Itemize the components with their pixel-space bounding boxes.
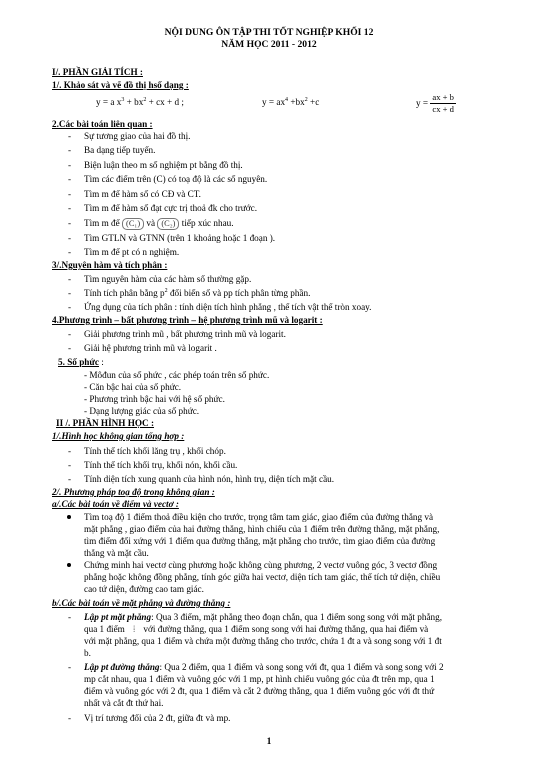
geometry-section2-heading: 2/. Phương pháp toạ độ trong không gian : (52, 487, 215, 497)
list-item-line: mp cắt nhau, qua 1 điểm và vuông góc với 1 mp, pt hình chiếu vuông góc của đt trên mp, qua 1 (84, 674, 435, 684)
list-item-line: mặt phẳng , giao điểm của hai đường thẳng, hình chiếu của 1 điểm trên đường thẳng, mặt phẳng, (84, 524, 440, 534)
list-dash: - (68, 713, 72, 723)
list-item: Ứng dụng của tích phân : tính diện tích hình phẳng , thể tích vật thể tròn xoay. (84, 302, 372, 312)
list-dash: - (68, 160, 72, 170)
school-year: NĂM HỌC 2011 - 2012 (221, 39, 317, 50)
list-item: Giải hệ phương trình mũ và logarit . (84, 343, 217, 353)
list-dash: - (68, 612, 72, 622)
list-item-line: thẳng và mặt cầu. (84, 548, 149, 558)
list-item: Tìm GTLN và GTNN (trên 1 khoảng hoặc 1 đoạn ). (84, 233, 276, 243)
list-item-line: cao tứ diện, đường cao tam giác. (84, 584, 204, 594)
list-item-line: Chứng minh hai vectơ cùng phương hoặc không cùng phương, 2 vectơ vuông góc, 3 vectơ đồng (84, 560, 438, 570)
list-dash: - (68, 247, 72, 257)
section2-heading: 2.Các bài toán liên quan : (52, 119, 153, 129)
subsection-b-heading: b/.Các bài toán về mặt phẳng và đường thẳng : (52, 598, 231, 608)
formula-rational: y = $\frac{ax + b}{cx + d}$ (416, 92, 454, 115)
list-item: Ba dạng tiếp tuyến. (84, 145, 156, 155)
subsection-a-heading: a/.Các bài toán về điểm và vectơ : (52, 499, 179, 509)
list-item: Tìm m để (C₁) và (C₂) tiếp xúc nhau. (84, 218, 234, 228)
curve-c2: (C₂) (157, 218, 179, 230)
list-item-line: b. (84, 648, 91, 658)
list-dash: - (68, 189, 72, 199)
list-dash: - (68, 145, 72, 155)
fraction: $\frac{ax + b}{cx + d}$ (432, 92, 454, 115)
bullet-icon (67, 515, 71, 519)
list-dash: - (68, 474, 72, 484)
list-dash: - (68, 203, 72, 213)
list-item-line: nhất và cắt đt thứ hai. (84, 698, 164, 708)
list-item: - Phương trình bậc hai với hệ số phức. (84, 394, 225, 404)
list-dash: - (68, 288, 72, 298)
list-dash: - (68, 302, 72, 312)
list-item: Tìm nguyên hàm của các hàm số thường gặp. (84, 274, 252, 284)
list-dash: - (68, 446, 72, 456)
page-number: 1 (266, 736, 272, 747)
list-item: Tính thể tích khối trụ, khối nón, khối cầu. (84, 460, 238, 470)
section5-heading: 5. Số phức : (58, 357, 104, 367)
curve-c1: (C₁) (122, 218, 144, 230)
list-item: Sự tương giao của hai đồ thị. (84, 131, 191, 141)
list-item-line: qua 1 điểm ⁞ với đường thẳng, qua 1 điểm song song với hai đường thẳng, qua hai điểm và (84, 624, 429, 634)
list-item: Tính tích phân bằng $p^2$ đổi biến số và pp tích phân từng phần. (84, 287, 311, 298)
list-item: Tìm m để pt có n nghiệm. (84, 247, 180, 257)
list-item: Tính diện tích xung quanh của hình nón, hình trụ, diện tích mặt cầu. (84, 474, 335, 484)
list-item: - Căn bậc hai của số phức. (84, 382, 182, 392)
list-item-line: phẳng hoặc không đồng phẳng, tính góc giữa hai vectơ, diện tích tam giác, thể tích tứ diện, chiều (84, 572, 441, 582)
list-item-line: Lập pt đường thẳng: Qua 2 điểm, qua 1 điểm và song song với đt, qua 1 điểm và song song với 2 (84, 662, 444, 672)
section1-heading: 1/. Khảo sát và vẽ đồ thị hsố dạng : (52, 80, 189, 90)
part1-heading: I/. PHẦN GIẢI TÍCH : (52, 67, 143, 77)
part2-heading: II /. PHẦN HÌNH HỌC : (56, 418, 155, 428)
list-item-line: Tìm toạ độ 1 điểm thoả điều kiện cho trước, trọng tâm tam giác, giao điểm của đường thẳng và (84, 512, 434, 522)
section4-heading: 4.Phương trình – bất phương trình – hệ phương trình mũ và logarit : (52, 315, 323, 325)
list-item: Biện luận theo m số nghiệm pt bằng đồ thị. (84, 160, 243, 170)
list-dash: - (68, 460, 72, 470)
formula-cubic: y = a $x^3 + bx^2$ + cx + d ; (96, 96, 184, 107)
list-dash: - (68, 662, 72, 672)
document-title: NỘI DUNG ÔN TẬP THI TỐT NGHIỆP KHỐI 12 (164, 27, 374, 38)
list-item-line: Lập pt mặt phẳng: Qua 3 điểm, mặt phẳng theo đoạn chắn, qua 1 điểm song song với mặt phẳng, (84, 612, 443, 622)
list-item-line: với mặt phẳng, qua 1 điểm và chứa một đường thẳng cho trước, chứa 1 đt a và song song với 1 đt (84, 636, 442, 646)
list-dash: - (68, 233, 72, 243)
list-item: Vị trí tương đối của 2 đt, giữa đt và mp. (84, 713, 231, 723)
formula-quartic: $y = ax^4 +bx^2 +c$ (262, 96, 320, 107)
list-item-line: tìm điểm đối xứng với 1 điểm qua đường thẳng, mặt phẳng cho trước, tìm giao điểm của đường (84, 536, 436, 546)
list-dash: - (68, 343, 72, 353)
list-item: Tìm m để hàm số có CĐ và CT. (84, 189, 201, 199)
list-dash: - (68, 174, 72, 184)
list-dash: - (68, 329, 72, 339)
list-dash: - (68, 274, 72, 284)
geometry-section1-heading: 1/.Hình học không gian tổng hợp : (52, 431, 185, 441)
list-dash: - (68, 131, 72, 141)
list-dash: - (68, 218, 72, 228)
list-item: - Dạng lượng giác của số phức. (84, 406, 200, 416)
list-item: - Môđun của số phức , các phép toán trên số phức. (84, 370, 270, 380)
bullet-icon (67, 563, 71, 567)
list-item: Tìm m để hàm số đạt cực trị thoả đk cho trước. (84, 203, 258, 213)
list-item: Giải phương trình mũ , bất phương trình mũ và logarit. (84, 329, 286, 339)
list-item-line: điểm và vuông góc với 2 đt, qua 1 điểm và cắt 2 đường thẳng, qua 1 điểm vuông góc với đt thứ (84, 686, 435, 696)
list-item: Tính thể tích khối lăng trụ , khối chóp. (84, 446, 226, 456)
section3-heading: 3/.Nguyên hàm và tích phân : (52, 260, 168, 270)
list-item: Tìm các điểm trên (C) có toạ độ là các số nguyên. (84, 174, 268, 184)
